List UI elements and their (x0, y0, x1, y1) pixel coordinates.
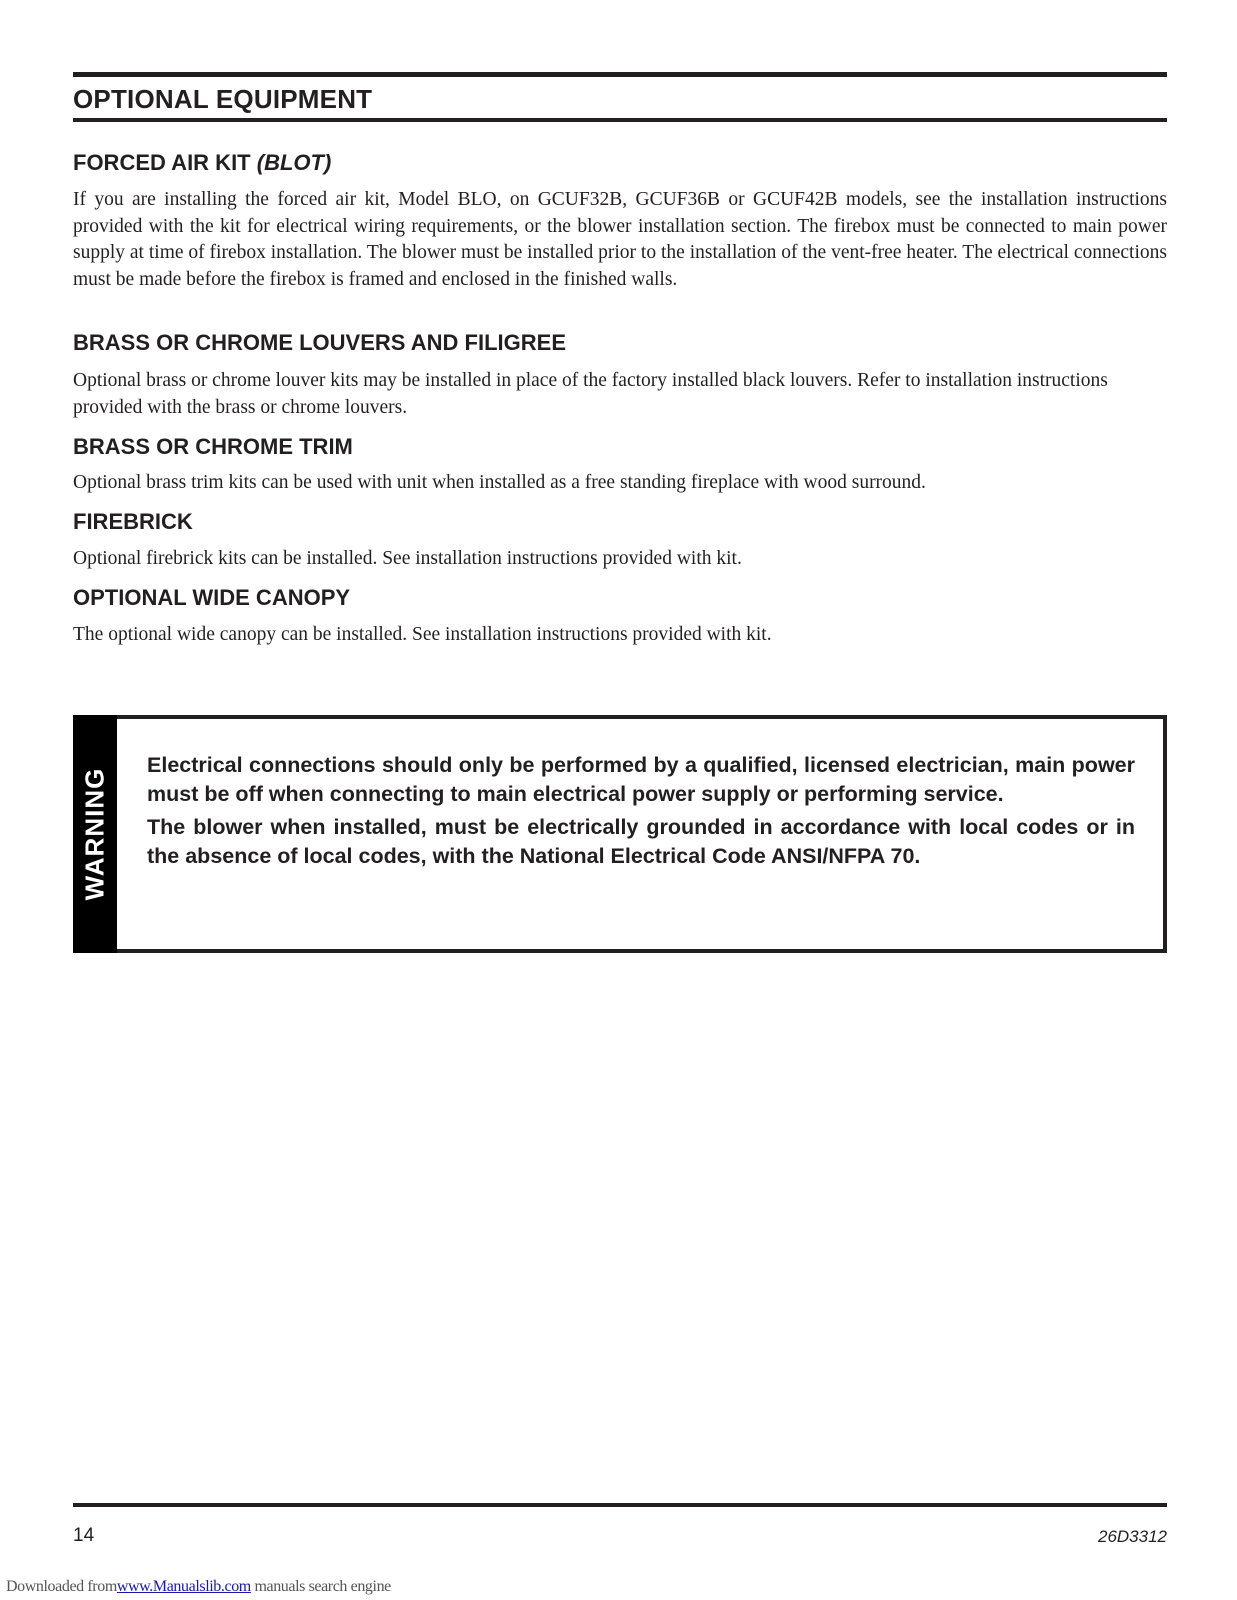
footer-suffix: manuals search engine (250, 1578, 391, 1595)
page-title: OPTIONAL EQUIPMENT (73, 84, 373, 114)
warning-paragraph: Electrical connections should only be performed by a qualified, licensed electrician, main power must be off when connecting to main electrical power supply or performing service. (147, 753, 1135, 806)
warning-paragraph: The blower when installed, must be electrically grounded in accordance with local codes or in the absence of local codes, with the National Electrical Code ANSI/NFPA 70. (147, 815, 1135, 868)
page-number: 14 (73, 1525, 95, 1546)
footer-prefix: Downloaded from (6, 1578, 117, 1595)
section-heading-firebrick: FIREBRICK (73, 509, 193, 534)
warning-label: WARNING (79, 767, 110, 901)
section-body-wide-canopy: The optional wide canopy can be installed. See installation instructions provided with kit. (73, 624, 772, 645)
top-rule (73, 72, 1167, 77)
warning-tab (73, 715, 117, 953)
document-code: 26D3312 (1097, 1527, 1167, 1546)
section-body-louvers: Optional brass or chrome louver kits may be installed in place of the factory installed black louvers. Refer to installation instructions provided with the brass or chrome louvers. (73, 370, 1108, 418)
manualslib-link[interactable]: www.Manualslib.com (116, 1578, 251, 1595)
section-body-firebrick: Optional firebrick kits can be installed. See installation instructions provided with kit. (73, 548, 742, 569)
title-rule (73, 118, 1167, 122)
section-heading-louvers: BRASS OR CHROME LOUVERS AND FILIGREE (73, 330, 566, 355)
manual-page (73, 0, 1167, 1600)
heading-text: FORCED AIR KIT (73, 150, 251, 175)
warning-text (147, 751, 1135, 875)
section-heading-wide-canopy: OPTIONAL WIDE CANOPY (73, 585, 351, 610)
section-heading-trim: BRASS OR CHROME TRIM (73, 434, 353, 459)
section-heading-forced-air-kit (73, 150, 331, 176)
section-body-forced-air-kit: If you are installing the forced air kit, Model BLO, on GCUF32B, GCUF36B or GCUF42B models, see the installation instructions provided with the kit for electrical wiring requirements, or the blower installation section. The firebox must be connected to main power supply at time of firebox installation. The blower must be installed prior to the installation of the vent-free heater. The electrical connections must be made before the firebox is framed and enclosed in the finished walls. (73, 189, 1167, 290)
download-footer (6, 1578, 391, 1596)
heading-model-code: (BLOT) (256, 150, 332, 175)
bottom-rule (73, 1503, 1167, 1507)
warning-box (73, 715, 1167, 953)
section-body-trim: Optional brass trim kits can be used with unit when installed as a free standing fireplace with wood surround. (73, 472, 926, 493)
